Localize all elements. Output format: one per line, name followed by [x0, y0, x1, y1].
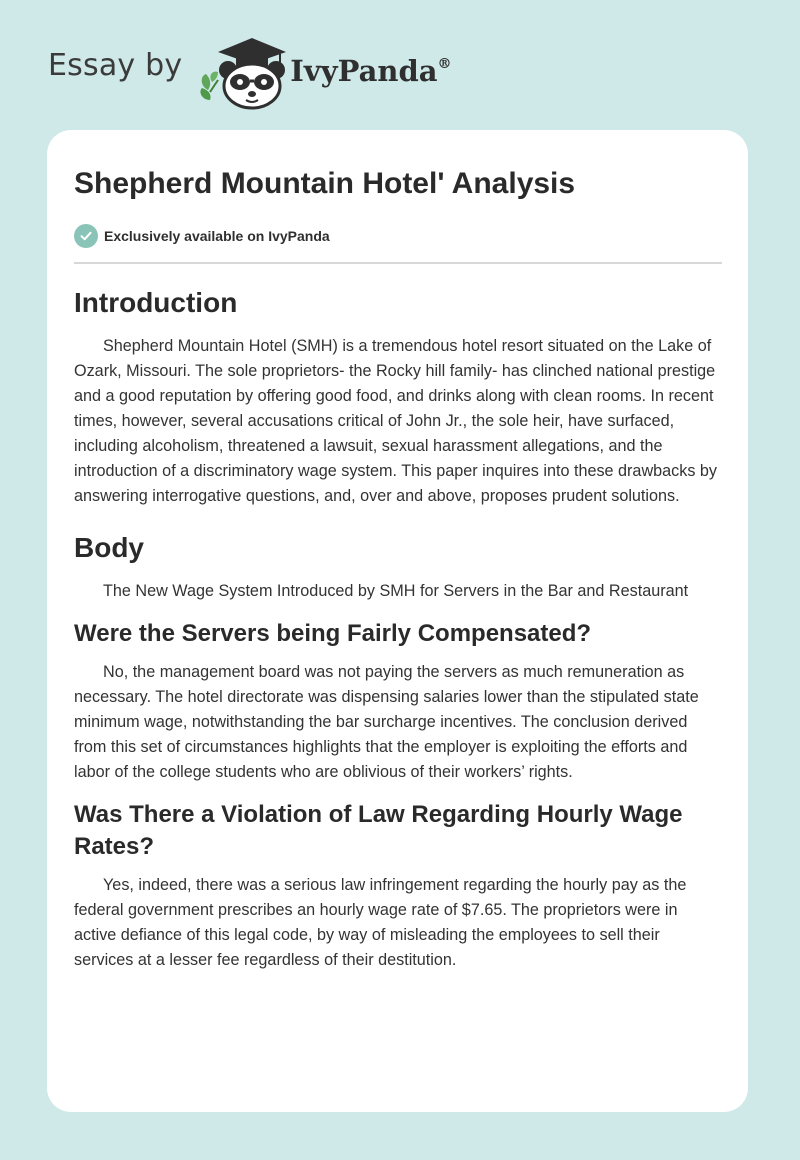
registered-mark: ®: [437, 56, 452, 72]
site-header: [48, 30, 452, 110]
paragraph-body: The New Wage System Introduced by SMH for Servers in the Bar and Restaurant: [103, 582, 689, 600]
article-card: [47, 130, 748, 1112]
paragraph-violation: Yes, indeed, there was a serious law infringement regarding the hourly pay as the federal government prescribes an hourly wage rate of $7.65. The proprietors were in active defiance of this legal code, by way of misleading the employees to sell their services at a lesser fee regardless of their destitution.: [74, 876, 687, 969]
section-heading-violation: Was There a Violation of Law Regarding Hourly Wage Rates?: [74, 801, 683, 860]
page-title: Shepherd Mountain Hotel' Analysis: [74, 167, 576, 200]
exclusive-badge-label: Exclusively available on IvyPanda: [104, 228, 330, 244]
paragraph-compensation: No, the management board was not paying the servers as much remuneration as necessary. The hotel directorate was dispensing salaries lower than the stipulated state minimum wage, notwithstanding the bar surcharge incentives. The conclusion derived from this set of circumstances highlights that the employer is exploiting the efforts and labor of the college students who are oblivious of their workers’ rights.: [74, 663, 699, 781]
panda-logo-icon[interactable]: [196, 30, 288, 110]
essay-by-label: Essay by: [48, 47, 183, 83]
section-heading-body: Body: [74, 532, 144, 563]
exclusive-badge: [74, 224, 722, 264]
section-heading-compensation: Were the Servers being Fairly Compensated?: [74, 620, 592, 647]
section-heading-introduction: Introduction: [74, 287, 238, 318]
brand-name[interactable]: IvyPanda®: [290, 54, 452, 88]
check-circle-icon: [74, 224, 98, 248]
paragraph-introduction: Shepherd Mountain Hotel (SMH) is a tremendous hotel resort situated on the Lake of Ozark, Missouri. The sole proprietors- the Rocky hill family- has clinched national prestige and a good reputation by offering good food, and drinks along with clean rooms. In recent times, however, several accusations critical of John Jr., the sole heir, have surfaced, including alcoholism, threatened a lawsuit, sexual harassment allegations, and the introduction of a discriminatory wage system. This paper inquires into these drawbacks by answering interrogative questions, and, over and above, proposes prudent solutions.: [74, 337, 718, 505]
